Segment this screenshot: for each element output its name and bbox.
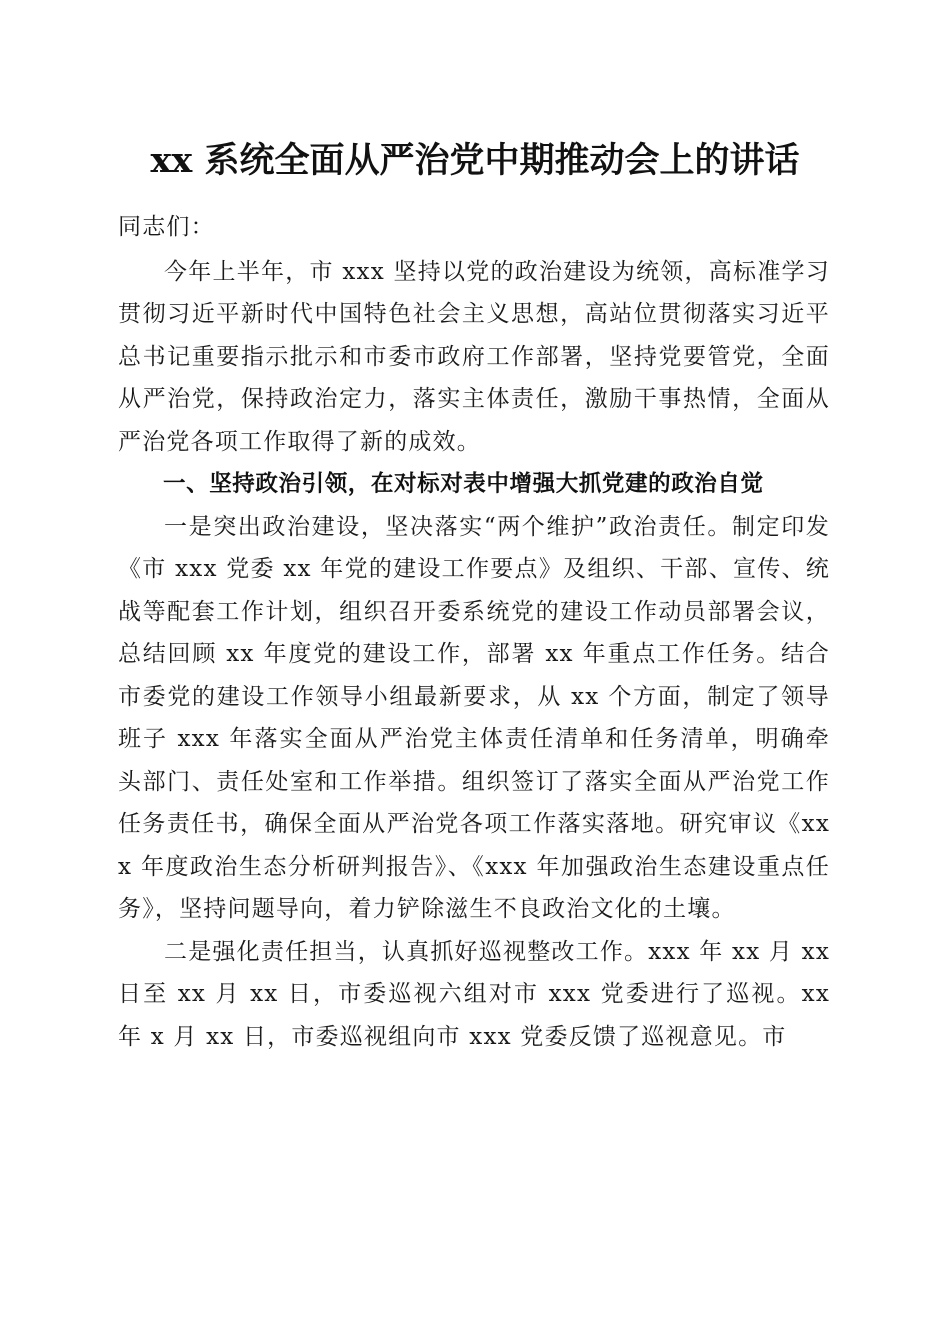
item-one-lead: 一是突出政治建设，坚决落实“两个维护”政治责任。: [164, 513, 732, 540]
item-two-body: xxx 年 xx 月 xx 日至 xx 月 xx 日，市委巡视六组对市 xxx 党委进行了巡视。xx 年 x 月 xx 日，市委巡视组向市 xxx 党委反馈了巡视意见。市: [118, 938, 830, 1050]
document-body: [118, 206, 830, 1058]
item-two-paragraph: [118, 931, 830, 1059]
item-one-paragraph: [118, 506, 830, 931]
salutation: 同志们：: [118, 214, 215, 240]
item-two-lead: 二是强化责任担当，认真抓好巡视整改工作。: [164, 938, 649, 965]
document-title: xx 系统全面从严治党中期推动会上的讲话: [150, 140, 800, 181]
section-heading: 一、坚持政治引领，在对标对表中增强大抓党建的政治自觉: [163, 471, 764, 497]
intro-paragraph: 今年上半年，市 xxx 坚持以党的政治建设为统领，高标准学习贯彻习近平新时代中国特色社会主义思想，高站位贯彻落实习近平总书记重要指示批示和市委市政府工作部署，坚持党要管党，全面从严治党，保持政治定力，落实主体责任，激励干事热情，全面从严治党各项工作取得了新的成效。: [118, 258, 830, 455]
item-one-body: 制定印发《市 xxx 党委 xx 年党的建设工作要点》及组织、干部、宣传、统战等配套工作计划，组织召开委系统党的建设工作动员部署会议，总结回顾 xx 年度党的建设工作，部署 xx 年重点工作任务。结合市委党的建设工作领导小组最新要求，从 xx 个方面，制定了领导班子 xxx 年落实全面从严治党主体责任清单和任务清单，明确牵头部门、责任处室和工作举措。组织签订了落实全面从严治党工作任务责任书，确保全面从严治党各项工作落实落地。研究审议《xxx 年度政治生态分析研判报告》、《xxx 年加强政治生态建设重点任务》，坚持问题导向，着力铲除滋生不良政治文化的土壤。: [118, 513, 830, 922]
